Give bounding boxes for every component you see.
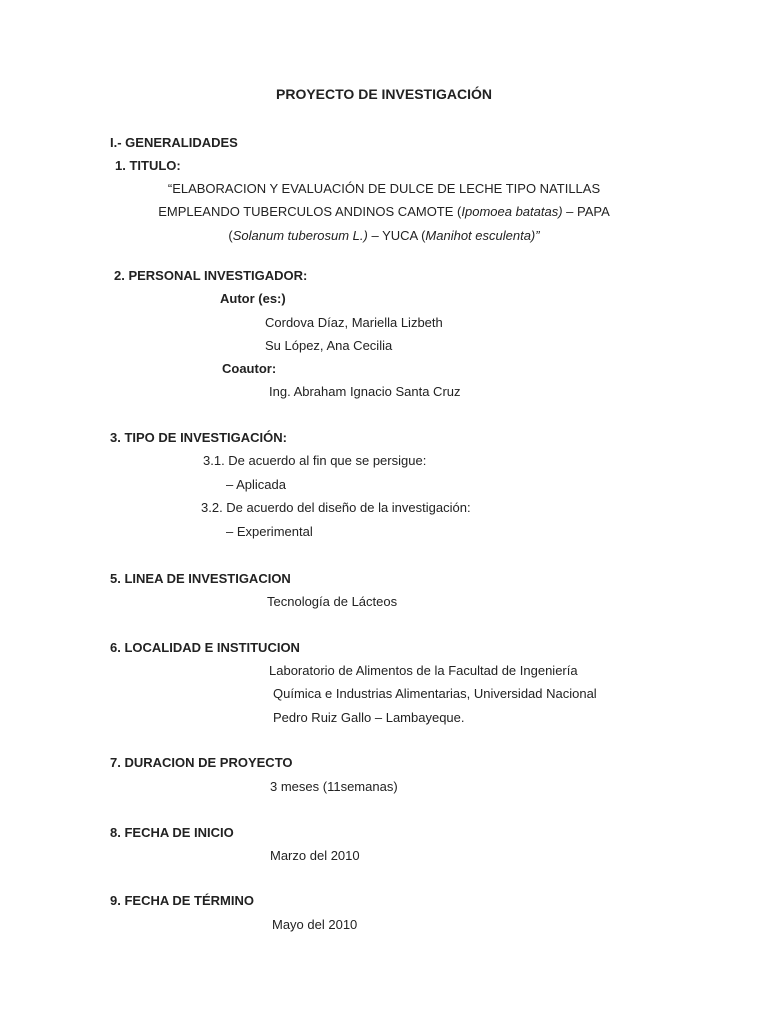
document-title: PROYECTO DE INVESTIGACIÓN [276,86,492,102]
titulo-line-2-text-a: EMPLEANDO TUBERCULOS ANDINOS CAMOTE ( [158,204,462,219]
coautor-1: Ing. Abraham Ignacio Santa Cruz [269,384,461,399]
section-termino-heading: 9. FECHA DE TÉRMINO [110,893,254,908]
autor-1: Cordova Díaz, Mariella Lizbeth [265,315,443,330]
coautor-label: Coautor: [222,361,277,376]
section-inicio-heading: 8. FECHA DE INICIO [110,825,234,840]
titulo-line-1: “ELABORACION Y EVALUACIÓN DE DULCE DE LECHE TIPO NATILLAS [167,181,601,196]
section-localidad-heading: 6. LOCALIDAD E INSTITUCION [110,640,300,655]
titulo-line-3-text-a: ( [228,228,233,243]
tipo-sub-1: 3.1. De acuerdo al fin que se persigue: [203,453,427,468]
titulo-line-3-species-1: Solanum tuberosum L.) [232,228,368,243]
titulo-line-3-text-b: – YUCA ( [367,228,426,243]
titulo-line-2-text-b: – PAPA [562,204,610,219]
section-personal-heading: 2. PERSONAL INVESTIGADOR: [114,268,308,283]
titulo-label: 1. TITULO: [115,158,181,173]
autor-2: Su López, Ana Cecilia [265,338,393,353]
tipo-sub-1-item: – Aplicada [226,477,286,492]
autor-label: Autor (es:) [220,291,286,306]
section-duracion-heading: 7. DURACION DE PROYECTO [110,755,293,770]
termino-value: Mayo del 2010 [272,917,358,932]
inicio-value: Marzo del 2010 [270,848,360,863]
section-generalidades-heading: I.- GENERALIDADES [110,135,238,150]
duracion-value: 3 meses (11semanas) [270,779,398,794]
localidad-line-2: Química e Industrias Alimentarias, Universidad Nacional [273,686,597,701]
tipo-sub-2-item: – Experimental [226,524,313,539]
titulo-line-2-species: Ipomoea batatas) [461,204,563,219]
tipo-sub-2: 3.2. De acuerdo del diseño de la investigación: [201,500,471,515]
localidad-line-3: Pedro Ruiz Gallo – Lambayeque. [273,710,465,725]
titulo-line-3-species-2: Manihot esculenta)” [425,228,540,243]
section-tipo-heading: 3. TIPO DE INVESTIGACIÓN: [110,430,287,445]
linea-value: Tecnología de Lácteos [267,594,398,609]
titulo-line-3 [0,228,768,244]
titulo-line-2 [0,204,768,220]
localidad-line-1: Laboratorio de Alimentos de la Facultad de Ingeniería [269,663,578,678]
section-linea-heading: 5. LINEA DE INVESTIGACION [110,571,291,586]
